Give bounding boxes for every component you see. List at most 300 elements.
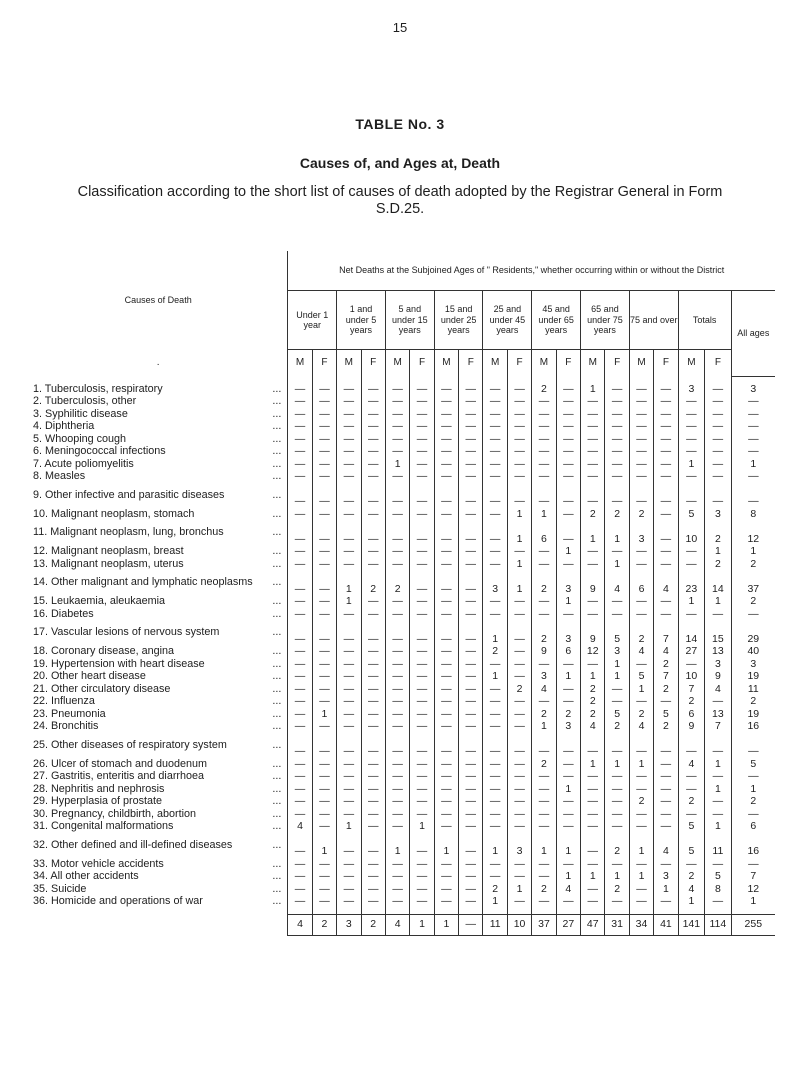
value-cell: 4 [629,645,653,658]
value-cell: — [385,595,409,608]
table-subtitle: Causes of, and Ages at, Death [299,155,501,171]
value-cell: — [678,770,705,783]
value-cell: — [288,608,312,621]
value-cell: — [731,858,775,871]
value-cell: — [337,395,361,408]
value-cell: — [483,383,507,396]
value-cell: 3 [483,570,507,595]
female-column-header: F [312,350,336,377]
value-cell: 1 [605,758,629,771]
value-cell: — [434,708,458,721]
value-cell: — [731,470,775,483]
value-cell: — [629,883,653,896]
value-cell: 1 [581,520,605,545]
cause-label: 3. Syphilitic disease ... [29,408,288,421]
value-cell: — [410,645,434,658]
age-group-header: 25 and under 45 years [483,291,532,350]
value-cell: — [459,708,483,721]
value-cell: — [288,733,312,758]
value-cell: 1 [385,458,409,471]
value-cell: — [312,820,336,833]
value-cell: — [361,520,385,545]
value-cell: — [507,783,531,796]
value-cell: — [678,808,705,821]
value-cell: — [410,808,434,821]
value-cell: 1 [705,545,732,558]
value-cell: — [459,470,483,483]
value-cell: — [410,595,434,608]
value-cell: — [434,395,458,408]
value-cell: — [532,820,556,833]
value-cell: — [459,870,483,883]
value-cell: — [581,595,605,608]
value-cell: — [361,595,385,608]
value-cell: — [288,558,312,571]
value-cell: — [288,720,312,733]
value-cell: — [605,595,629,608]
value-cell: 11 [705,833,732,858]
value-cell: — [410,508,434,521]
value-cell: 2 [654,720,678,733]
value-cell: — [629,470,653,483]
female-column-header: F [605,350,629,377]
value-cell: — [288,808,312,821]
value-cell: — [483,608,507,621]
value-cell: 1 [483,895,507,908]
value-cell: — [288,645,312,658]
value-cell: 4 [678,883,705,896]
value-cell: 3 [507,833,531,858]
value-cell: — [605,895,629,908]
value-cell: — [385,608,409,621]
value-cell: — [654,770,678,783]
value-cell: — [434,470,458,483]
value-cell: 1 [581,670,605,683]
total-cell: 2 [312,914,336,935]
value-cell: 1 [312,708,336,721]
value-cell: 5 [629,670,653,683]
value-cell: — [361,783,385,796]
value-cell: — [434,733,458,758]
value-cell: — [410,470,434,483]
value-cell: — [434,870,458,883]
value-cell: 1 [654,883,678,896]
cause-label: 15. Leukaemia, aleukaemia ... [29,595,288,608]
value-cell: — [507,770,531,783]
value-cell: — [288,595,312,608]
value-cell: — [312,683,336,696]
value-cell: — [654,545,678,558]
value-cell: — [705,695,732,708]
value-cell: — [605,783,629,796]
cause-label: 23. Pneumonia ... [29,708,288,721]
value-cell: 1 [385,833,409,858]
value-cell: — [361,720,385,733]
value-cell: — [678,445,705,458]
cause-label: 28. Nephritis and nephrosis ... [29,783,288,796]
total-cell: 2 [361,914,385,935]
value-cell: 1 [581,870,605,883]
value-cell: — [288,433,312,446]
value-cell: — [337,708,361,721]
value-cell: 2 [629,795,653,808]
male-column-header: M [337,350,361,377]
value-cell: — [312,645,336,658]
value-cell: — [337,783,361,796]
value-cell: 16 [731,720,775,733]
value-cell: — [654,508,678,521]
value-cell: 1 [532,508,556,521]
age-group-header: 1 and under 5 years [337,291,386,350]
value-cell: — [459,520,483,545]
value-cell: — [434,620,458,645]
value-cell: — [581,658,605,671]
value-cell: — [361,545,385,558]
value-cell: — [434,758,458,771]
value-cell: 1 [507,520,531,545]
female-column-header: F [654,350,678,377]
value-cell: — [507,408,531,421]
value-cell: — [459,770,483,783]
value-cell: — [605,733,629,758]
value-cell: 2 [629,508,653,521]
table-title: TABLE No. 3 [355,116,445,132]
value-cell: — [483,795,507,808]
value-cell: 1 [556,783,580,796]
value-cell: — [605,808,629,821]
value-cell: 2 [581,708,605,721]
table-row [29,620,775,645]
value-cell: — [459,733,483,758]
value-cell: — [678,420,705,433]
cause-label: 26. Ulcer of stomach and duodenum ... [29,758,288,771]
value-cell: — [705,858,732,871]
value-cell: — [337,683,361,696]
value-cell: — [705,770,732,783]
value-cell: — [483,545,507,558]
value-cell: — [507,658,531,671]
value-cell: — [629,445,653,458]
value-cell: — [459,445,483,458]
value-cell: — [337,645,361,658]
value-cell: 1 [605,670,629,683]
value-cell: — [654,608,678,621]
value-cell: — [361,395,385,408]
value-cell: — [731,808,775,821]
value-cell: — [288,445,312,458]
value-cell: — [654,783,678,796]
total-cell: 1 [410,914,434,935]
value-cell: — [312,558,336,571]
value-cell: — [654,558,678,571]
value-cell: 2 [532,570,556,595]
value-cell: 1 [556,833,580,858]
total-cell: 41 [654,914,678,935]
value-cell: 3 [556,620,580,645]
value-cell: — [385,895,409,908]
value-cell: — [410,408,434,421]
value-cell: 1 [507,508,531,521]
cause-label: 21. Other circulatory disease ... [29,683,288,696]
value-cell: 1 [629,758,653,771]
value-cell: 1 [605,558,629,571]
value-cell: — [654,395,678,408]
value-cell: — [483,408,507,421]
table-row [29,820,775,833]
value-cell: 13 [705,645,732,658]
value-cell: 1 [556,545,580,558]
value-cell: 4 [654,645,678,658]
value-cell: — [654,408,678,421]
value-cell: 2 [605,720,629,733]
value-cell: — [288,395,312,408]
value-cell: — [385,720,409,733]
value-cell: — [678,658,705,671]
value-cell: — [434,508,458,521]
value-cell: — [410,545,434,558]
value-cell: — [434,795,458,808]
value-cell: — [654,795,678,808]
value-cell: — [434,520,458,545]
value-cell: 4 [629,720,653,733]
cause-label: 1. Tuberculosis, respiratory ... [29,383,288,396]
value-cell: 1 [556,870,580,883]
value-cell: — [459,645,483,658]
value-cell: — [605,395,629,408]
value-cell: 1 [629,833,653,858]
cause-label: 27. Gastritis, enteritis and diarrhoea ... [29,770,288,783]
value-cell: — [532,895,556,908]
value-cell: 6 [678,708,705,721]
value-cell: 4 [605,570,629,595]
value-cell: — [434,695,458,708]
value-cell: — [731,770,775,783]
value-cell: — [605,770,629,783]
all-ages-header: All ages [731,291,775,377]
female-column-header: F [556,350,580,377]
value-cell: — [312,795,336,808]
value-cell: 1 [731,783,775,796]
value-cell: — [678,608,705,621]
value-cell: 2 [705,558,732,571]
value-cell: 1 [705,758,732,771]
value-cell: — [312,758,336,771]
value-cell: 2 [532,708,556,721]
value-cell: 3 [705,508,732,521]
value-cell: — [312,520,336,545]
value-cell: — [459,433,483,446]
total-cell: 141 [678,914,705,935]
value-cell: — [337,420,361,433]
value-cell: — [705,608,732,621]
value-cell: — [678,470,705,483]
value-cell: — [410,383,434,396]
total-cell: 4 [385,914,409,935]
value-cell: — [410,683,434,696]
value-cell: — [410,795,434,808]
table-row [29,795,775,808]
value-cell: — [337,558,361,571]
value-cell: 14 [678,620,705,645]
value-cell: — [288,620,312,645]
value-cell: — [337,758,361,771]
total-cell: 37 [532,914,556,935]
value-cell: — [556,770,580,783]
value-cell: — [312,483,336,508]
value-cell: 1 [629,870,653,883]
value-cell: — [312,395,336,408]
value-cell: — [705,383,732,396]
value-cell: — [337,483,361,508]
value-cell: — [288,783,312,796]
value-cell: 1 [731,895,775,908]
value-cell: 2 [581,508,605,521]
value-cell: — [312,870,336,883]
value-cell: — [483,470,507,483]
value-cell: — [459,458,483,471]
value-cell: — [507,695,531,708]
table-row [29,595,775,608]
value-cell: 4 [556,883,580,896]
value-cell: — [581,820,605,833]
value-cell: — [731,433,775,446]
value-cell: — [337,858,361,871]
value-cell: — [483,870,507,883]
value-cell: — [629,733,653,758]
value-cell: — [288,683,312,696]
cause-label: 2. Tuberculosis, other ... [29,395,288,408]
value-cell: — [629,783,653,796]
value-cell: — [385,883,409,896]
value-cell: — [385,658,409,671]
value-cell: — [507,608,531,621]
value-cell: — [385,558,409,571]
value-cell: 1 [337,595,361,608]
value-cell: — [312,608,336,621]
value-cell: 6 [556,645,580,658]
value-cell: — [654,820,678,833]
value-cell: — [385,808,409,821]
value-cell: — [532,545,556,558]
value-cell: — [731,395,775,408]
value-cell: — [410,570,434,595]
value-cell: 12 [731,520,775,545]
value-cell: 1 [705,820,732,833]
value-cell: — [385,645,409,658]
value-cell: 5 [678,508,705,521]
value-cell: — [507,808,531,821]
table-row [29,783,775,796]
value-cell: — [483,508,507,521]
value-cell: — [410,758,434,771]
value-cell: 8 [705,883,732,896]
value-cell: 37 [731,570,775,595]
table-row [29,420,775,433]
value-cell: — [705,795,732,808]
value-cell: — [556,395,580,408]
cause-label: 25. Other diseases of respiratory system ... [29,733,288,758]
table-row [29,658,775,671]
value-cell: — [483,658,507,671]
value-cell: — [581,808,605,821]
value-cell: — [337,520,361,545]
value-cell: — [459,395,483,408]
male-column-header: M [629,350,653,377]
value-cell: — [654,445,678,458]
value-cell: — [312,770,336,783]
value-cell: — [361,883,385,896]
value-cell: — [483,783,507,796]
value-cell: 2 [605,883,629,896]
value-cell: — [410,608,434,621]
total-cell: 10 [507,914,531,935]
value-cell: — [385,433,409,446]
value-cell: — [288,858,312,871]
cause-label: 14. Other malignant and lymphatic neoplasms ... [29,570,288,595]
value-cell: — [556,758,580,771]
value-cell: — [459,658,483,671]
value-cell: — [459,858,483,871]
value-cell: 2 [483,883,507,896]
value-cell: — [507,895,531,908]
value-cell: — [532,458,556,471]
value-cell: — [705,433,732,446]
value-cell: — [312,670,336,683]
value-cell: — [312,595,336,608]
value-cell: 2 [731,558,775,571]
value-cell: — [361,870,385,883]
value-cell: 1 [410,820,434,833]
value-cell: — [337,808,361,821]
value-cell: — [654,458,678,471]
value-cell: — [410,670,434,683]
value-cell: — [507,820,531,833]
value-cell: — [361,645,385,658]
value-cell: 27 [678,645,705,658]
value-cell: — [288,795,312,808]
value-cell: — [361,470,385,483]
value-cell: — [410,895,434,908]
value-cell: — [532,870,556,883]
cause-label: 11. Malignant neoplasm, lung, bronchus ... [29,520,288,545]
value-cell: — [434,595,458,608]
value-cell: — [581,833,605,858]
value-cell: 3 [705,658,732,671]
value-cell: — [434,558,458,571]
value-cell: — [605,383,629,396]
value-cell: — [629,483,653,508]
value-cell: — [459,483,483,508]
value-cell: 2 [629,708,653,721]
value-cell: — [605,820,629,833]
value-cell: — [361,820,385,833]
value-cell: 12 [581,645,605,658]
value-cell: 7 [654,670,678,683]
value-cell: 1 [483,670,507,683]
value-cell: — [361,408,385,421]
value-cell: 5 [731,758,775,771]
value-cell: — [288,470,312,483]
value-cell: — [532,420,556,433]
value-cell: — [532,433,556,446]
value-cell: — [337,445,361,458]
value-cell: — [483,483,507,508]
age-group-header: 5 and under 15 years [385,291,434,350]
value-cell: — [705,458,732,471]
value-cell: 1 [678,895,705,908]
value-cell: 5 [705,870,732,883]
value-cell: — [605,683,629,696]
